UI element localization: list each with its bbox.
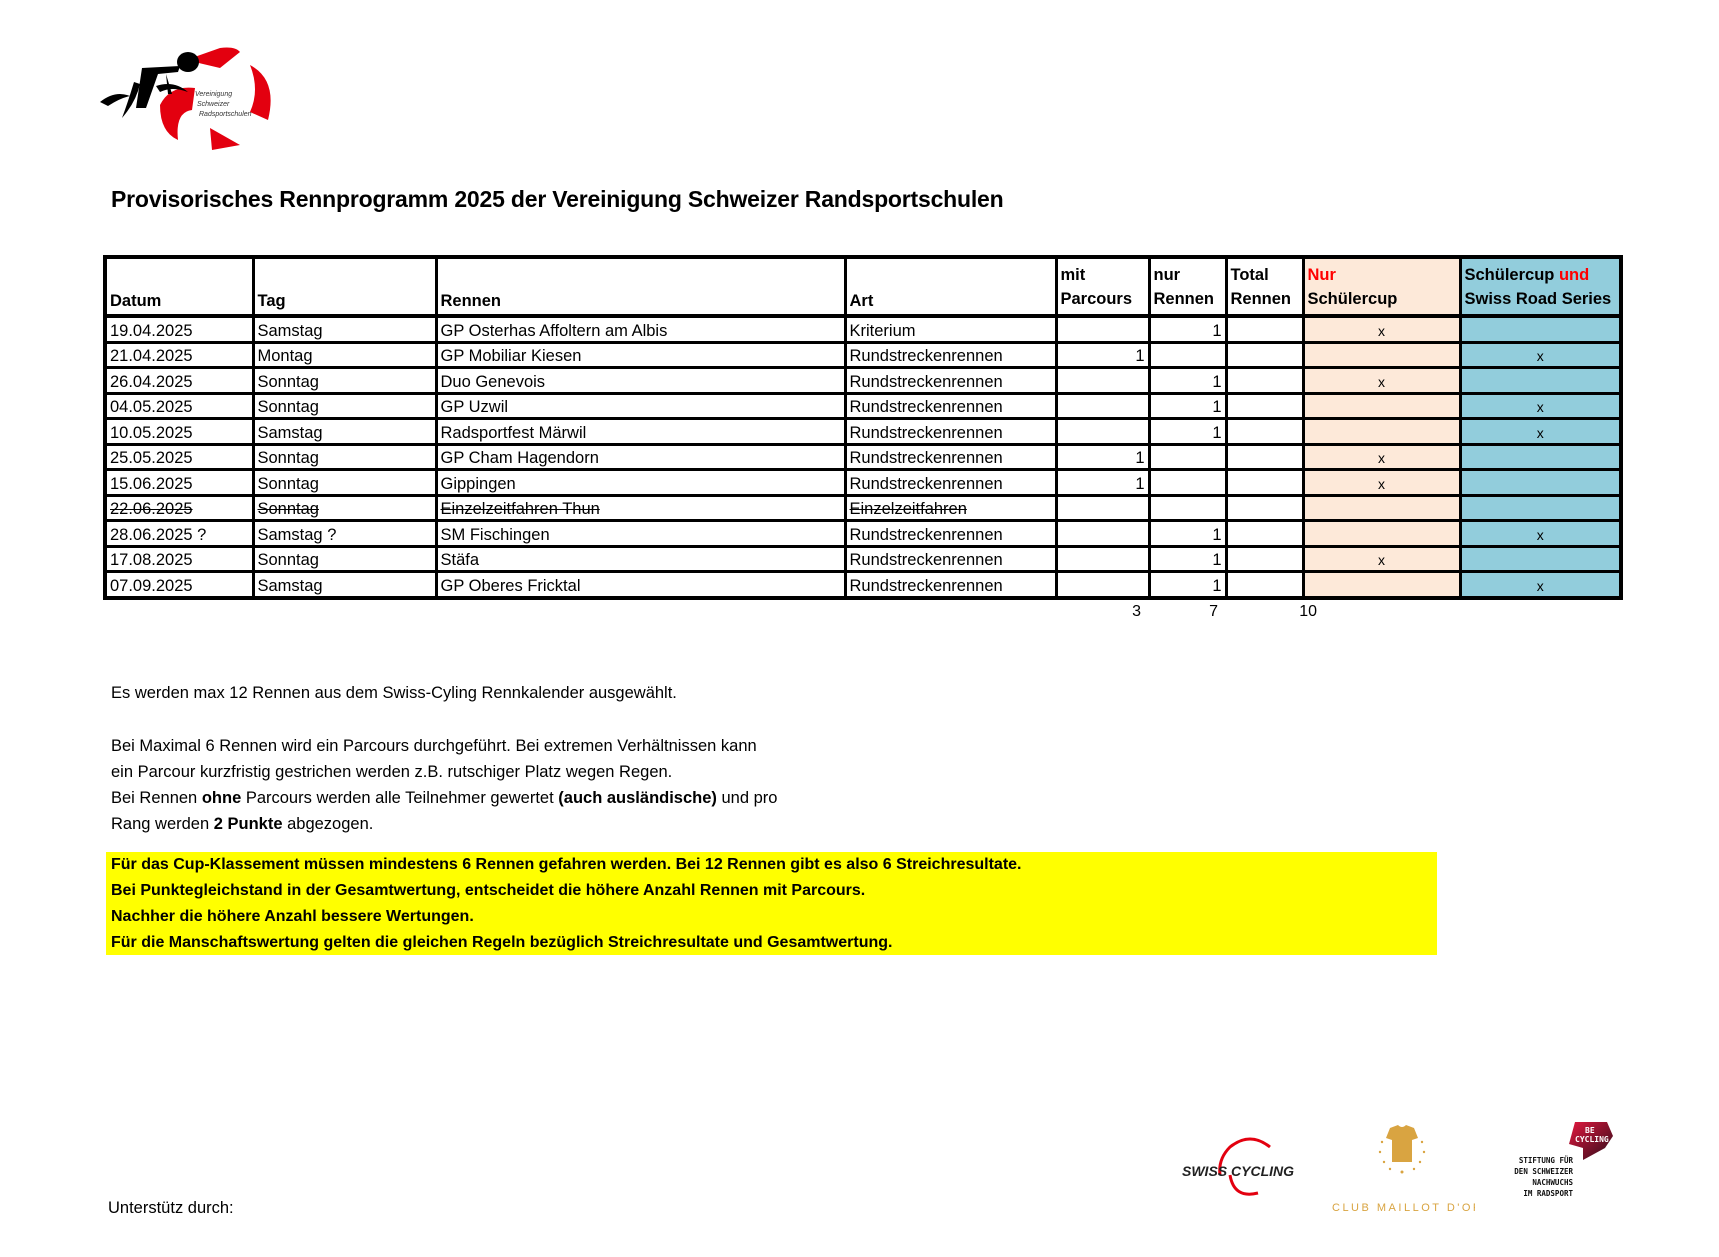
cell-total-rennen (1226, 470, 1303, 496)
cell-art: Einzelzeitfahren (845, 495, 1056, 521)
cell-mit-parcours (1056, 546, 1149, 572)
cell-datum: 21.04.2025 (105, 342, 253, 368)
table-row (105, 393, 1621, 419)
col-header-nur-schuelercup: Nur Schülercup (1303, 257, 1460, 316)
note-line: ein Parcour kurzfristig gestrichen werden z.B. rutschiger Platz wegen Regen. (111, 763, 673, 781)
cell-nur-schuelercup: x (1303, 444, 1460, 470)
stiftung-line: NACHWUCHS (1532, 1178, 1573, 1187)
cell-total-rennen (1226, 572, 1303, 598)
cell-rennen: Gippingen (436, 470, 845, 496)
cell-nur-rennen (1149, 495, 1226, 521)
cell-nur-rennen: 1 (1149, 521, 1226, 547)
cell-tag: Samstag ? (253, 521, 436, 547)
cell-total-rennen (1226, 521, 1303, 547)
table-row (105, 316, 1621, 342)
be-cycling-logo (1495, 1118, 1630, 1218)
cell-datum: 07.09.2025 (105, 572, 253, 598)
cell-total-rennen (1226, 495, 1303, 521)
total-rennen: 10 (1299, 603, 1317, 620)
cell-tag: Sonntag (253, 495, 436, 521)
cell-schuelercup-road-series: x (1460, 419, 1621, 445)
cell-nur-schuelercup (1303, 572, 1460, 598)
col-header-nur-rennen: nur Rennen (1149, 257, 1226, 316)
cell-schuelercup-road-series (1460, 316, 1621, 342)
cell-schuelercup-road-series: x (1460, 342, 1621, 368)
table-row (105, 546, 1621, 572)
cell-art: Rundstreckenrennen (845, 521, 1056, 547)
cell-nur-schuelercup: x (1303, 316, 1460, 342)
cell-nur-rennen: 1 (1149, 393, 1226, 419)
cycling-text: CYCLING (1575, 1135, 1609, 1144)
cell-art: Rundstreckenrennen (845, 393, 1056, 419)
cell-schuelercup-road-series: x (1460, 572, 1621, 598)
cell-mit-parcours: 1 (1056, 470, 1149, 496)
rule-line: Für die Manschaftswertung gelten die gleichen Regeln bezüglich Streichresultate und Gesamtwertung. (111, 934, 893, 951)
race-program-table (103, 255, 1623, 600)
cell-datum: 26.04.2025 (105, 368, 253, 394)
cell-datum: 25.05.2025 (105, 444, 253, 470)
page-title: Provisorisches Rennprogramm 2025 der Vereinigung Schweizer Randsportschulen (111, 186, 1004, 212)
cell-nur-rennen: 1 (1149, 572, 1226, 598)
stiftung-line: IM RADSPORT (1523, 1189, 1573, 1198)
cell-tag: Sonntag (253, 393, 436, 419)
logo-text-line: Radsportschulen (199, 111, 252, 118)
cell-nur-rennen: 1 (1149, 546, 1226, 572)
cell-rennen: GP Mobiliar Kiesen (436, 342, 845, 368)
cell-nur-rennen: 1 (1149, 368, 1226, 394)
cell-rennen: Stäfa (436, 546, 845, 572)
col-header-rennen: Rennen (436, 257, 845, 316)
cell-art: Rundstreckenrennen (845, 470, 1056, 496)
note-line: Bei Rennen ohne Parcours werden alle Teilnehmer gewertet (auch ausländische) und pro (111, 789, 778, 807)
cell-nur-schuelercup (1303, 393, 1460, 419)
cell-mit-parcours (1056, 393, 1149, 419)
col-header-tag: Tag (253, 257, 436, 316)
cell-mit-parcours (1056, 572, 1149, 598)
cell-mit-parcours (1056, 419, 1149, 445)
vsr-logo (100, 40, 300, 155)
table-row (105, 572, 1621, 598)
cell-nur-schuelercup (1303, 495, 1460, 521)
note-line: Bei Maximal 6 Rennen wird ein Parcours durchgeführt. Bei extremen Verhältnissen kann (111, 737, 757, 755)
cell-art: Rundstreckenrennen (845, 342, 1056, 368)
table-header-row (105, 257, 1621, 316)
rule-line: Bei Punktegleichstand in der Gesamtwertung, entscheidet die höhere Anzahl Rennen mit Parcours. (111, 882, 866, 899)
cell-total-rennen (1226, 393, 1303, 419)
note-line: Rang werden 2 Punkte abgezogen. (111, 815, 374, 833)
cell-tag: Samstag (253, 316, 436, 342)
table-row (105, 368, 1621, 394)
cell-tag: Samstag (253, 419, 436, 445)
swiss-cycling-text: SWISS CYCLING (1182, 1163, 1295, 1179)
cell-schuelercup-road-series (1460, 470, 1621, 496)
note-paragraph-2 (111, 733, 777, 837)
col-header-art: Art (845, 257, 1056, 316)
cell-rennen: GP Uzwil (436, 393, 845, 419)
table-row (105, 470, 1621, 496)
cell-tag: Sonntag (253, 546, 436, 572)
cell-nur-rennen: 1 (1149, 316, 1226, 342)
cell-datum: 19.04.2025 (105, 316, 253, 342)
cell-mit-parcours (1056, 521, 1149, 547)
table-row (105, 342, 1621, 368)
col-header-schuelercup-road-series: Schülercup und Swiss Road Series (1460, 257, 1621, 316)
cell-mit-parcours (1056, 368, 1149, 394)
cell-tag: Samstag (253, 572, 436, 598)
cell-art: Rundstreckenrennen (845, 572, 1056, 598)
table-row (105, 419, 1621, 445)
cell-datum: 28.06.2025 ? (105, 521, 253, 547)
cell-nur-schuelercup: x (1303, 470, 1460, 496)
cell-total-rennen (1226, 444, 1303, 470)
cell-schuelercup-road-series (1460, 546, 1621, 572)
cell-mit-parcours: 1 (1056, 444, 1149, 470)
col-header-datum: Datum (105, 257, 253, 316)
cell-rennen: GP Osterhas Affoltern am Albis (436, 316, 845, 342)
cell-art: Kriterium (845, 316, 1056, 342)
cell-nur-schuelercup (1303, 521, 1460, 547)
cell-art: Rundstreckenrennen (845, 368, 1056, 394)
cell-nur-rennen (1149, 444, 1226, 470)
cell-tag: Montag (253, 342, 436, 368)
cell-rennen: Duo Genevois (436, 368, 845, 394)
logo-text-line: Vereinigung (195, 91, 233, 98)
cell-total-rennen (1226, 419, 1303, 445)
swiss-cycling-logo (1180, 1135, 1305, 1205)
cell-mit-parcours: 1 (1056, 342, 1149, 368)
cell-rennen: SM Fischingen (436, 521, 845, 547)
cyclist-logo-graphic (100, 40, 300, 155)
rule-line: Nachher die höhere Anzahl bessere Wertungen. (111, 908, 474, 925)
cell-total-rennen (1226, 342, 1303, 368)
cell-nur-rennen (1149, 470, 1226, 496)
note-paragraph-1: Es werden max 12 Rennen aus dem Swiss-Cyling Rennkalender ausgewählt. (111, 684, 677, 702)
cell-datum: 22.06.2025 (105, 495, 253, 521)
cell-mit-parcours (1056, 495, 1149, 521)
cell-art: Rundstreckenrennen (845, 444, 1056, 470)
cell-tag: Sonntag (253, 368, 436, 394)
cell-tag: Sonntag (253, 444, 436, 470)
be-text: BE (1585, 1126, 1595, 1135)
cell-rennen: GP Cham Hagendorn (436, 444, 845, 470)
stiftung-line: DEN SCHWEIZER (1514, 1167, 1573, 1176)
cell-schuelercup-road-series: x (1460, 393, 1621, 419)
cell-total-rennen (1226, 368, 1303, 394)
total-mit-parcours: 3 (1132, 603, 1141, 620)
table-row (105, 521, 1621, 547)
cell-tag: Sonntag (253, 470, 436, 496)
cell-total-rennen (1226, 546, 1303, 572)
cell-art: Rundstreckenrennen (845, 546, 1056, 572)
cell-schuelercup-road-series: x (1460, 521, 1621, 547)
total-nur-rennen: 7 (1209, 603, 1218, 620)
jersey-icon (1386, 1125, 1418, 1162)
cell-rennen: GP Oberes Fricktal (436, 572, 845, 598)
cell-rennen: Radsportfest Märwil (436, 419, 845, 445)
cell-datum: 10.05.2025 (105, 419, 253, 445)
rules-highlight-box (106, 852, 1437, 955)
cell-mit-parcours (1056, 316, 1149, 342)
table-row (105, 444, 1621, 470)
cell-schuelercup-road-series (1460, 368, 1621, 394)
support-label: Unterstütz durch: (108, 1199, 234, 1217)
cell-nur-schuelercup (1303, 342, 1460, 368)
cell-schuelercup-road-series (1460, 444, 1621, 470)
col-header-total-rennen: Total Rennen (1226, 257, 1303, 316)
cell-nur-schuelercup: x (1303, 546, 1460, 572)
cell-datum: 04.05.2025 (105, 393, 253, 419)
stiftung-line: STIFTUNG FÜR (1518, 1156, 1573, 1165)
club-maillot-dor-logo (1330, 1120, 1475, 1220)
cell-schuelercup-road-series (1460, 495, 1621, 521)
cell-nur-rennen (1149, 342, 1226, 368)
cell-datum: 15.06.2025 (105, 470, 253, 496)
cell-nur-schuelercup (1303, 419, 1460, 445)
rule-line: Für das Cup-Klassement müssen mindestens 6 Rennen gefahren werden. Bei 12 Rennen gibt es also 6 Streichresultate. (111, 856, 1022, 873)
cell-rennen: Einzelzeitfahren Thun (436, 495, 845, 521)
club-maillot-text: CLUB MAILLOT D'OR (1332, 1202, 1475, 1214)
cell-art: Rundstreckenrennen (845, 419, 1056, 445)
cell-datum: 17.08.2025 (105, 546, 253, 572)
cell-nur-rennen: 1 (1149, 419, 1226, 445)
cell-total-rennen (1226, 316, 1303, 342)
logo-text-line: Schweizer (197, 101, 230, 108)
col-header-mit-parcours: mit Parcours (1056, 257, 1149, 316)
cell-nur-schuelercup: x (1303, 368, 1460, 394)
table-row (105, 495, 1621, 521)
